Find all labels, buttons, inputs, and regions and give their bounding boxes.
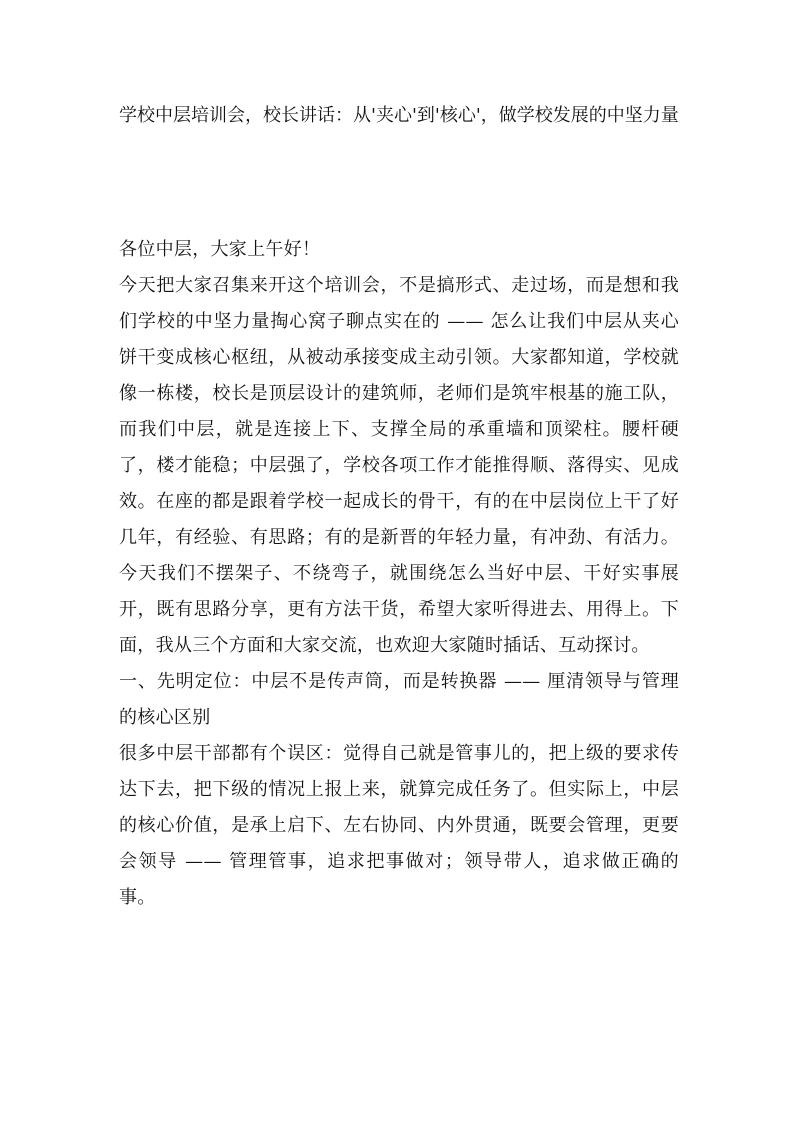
document-page [119, 98, 679, 916]
section-heading-1: 一、先明定位：中层不是传声筒，而是转换器 —— 厘清领导与管理的核心区别 [119, 671, 679, 728]
document-title: 学校中层培训会，校长讲话：从'夹心'到'核心'，做学校发展的中坚力量 [119, 105, 679, 126]
document-body [119, 232, 679, 916]
paragraph-section-1: 很多中层干部都有个误区：觉得自己就是管事儿的，把上级的要求传达下去，把下级的情况上报上来，就算完成任务了。但实际上，中层的核心价值，是承上启下、左右协同、内外贯通，既要会管理，更要会领导 —— 管理管事，追求把事做对；领导带人，追求做正确的事。 [119, 743, 679, 908]
paragraph-introduction: 今天把大家召集来开这个培训会，不是搞形式、走过场，而是想和我们学校的中坚力量掏心窝子聊点实在的 —— 怎么让我们中层从夹心饼干变成核心枢纽，从被动承接变成主动引领。大家都知道，学校就像一栋楼，校长是顶层设计的建筑师，老师们是筑牢根基的施工队，而我们中层，就是连接上下、支撑全局的承重墙和顶梁柱。腰杆硬了，楼才能稳；中层强了，学校各项工作才能推得顺、落得实、见成效。在座的都是跟着学校一起成长的骨干，有的在中层岗位上干了好几年，有经验、有思路；有的是新晋的年轻力量，有冲劲、有活力。今天我们不摆架子、不绕弯子，就围绕怎么当好中层、干好实事展开，既有思路分享，更有方法干货，希望大家听得进去、用得上。下面，我从三个方面和大家交流，也欢迎大家随时插话、互动探讨。 [119, 275, 679, 656]
paragraph-greeting: 各位中层，大家上午好！ [119, 239, 321, 260]
